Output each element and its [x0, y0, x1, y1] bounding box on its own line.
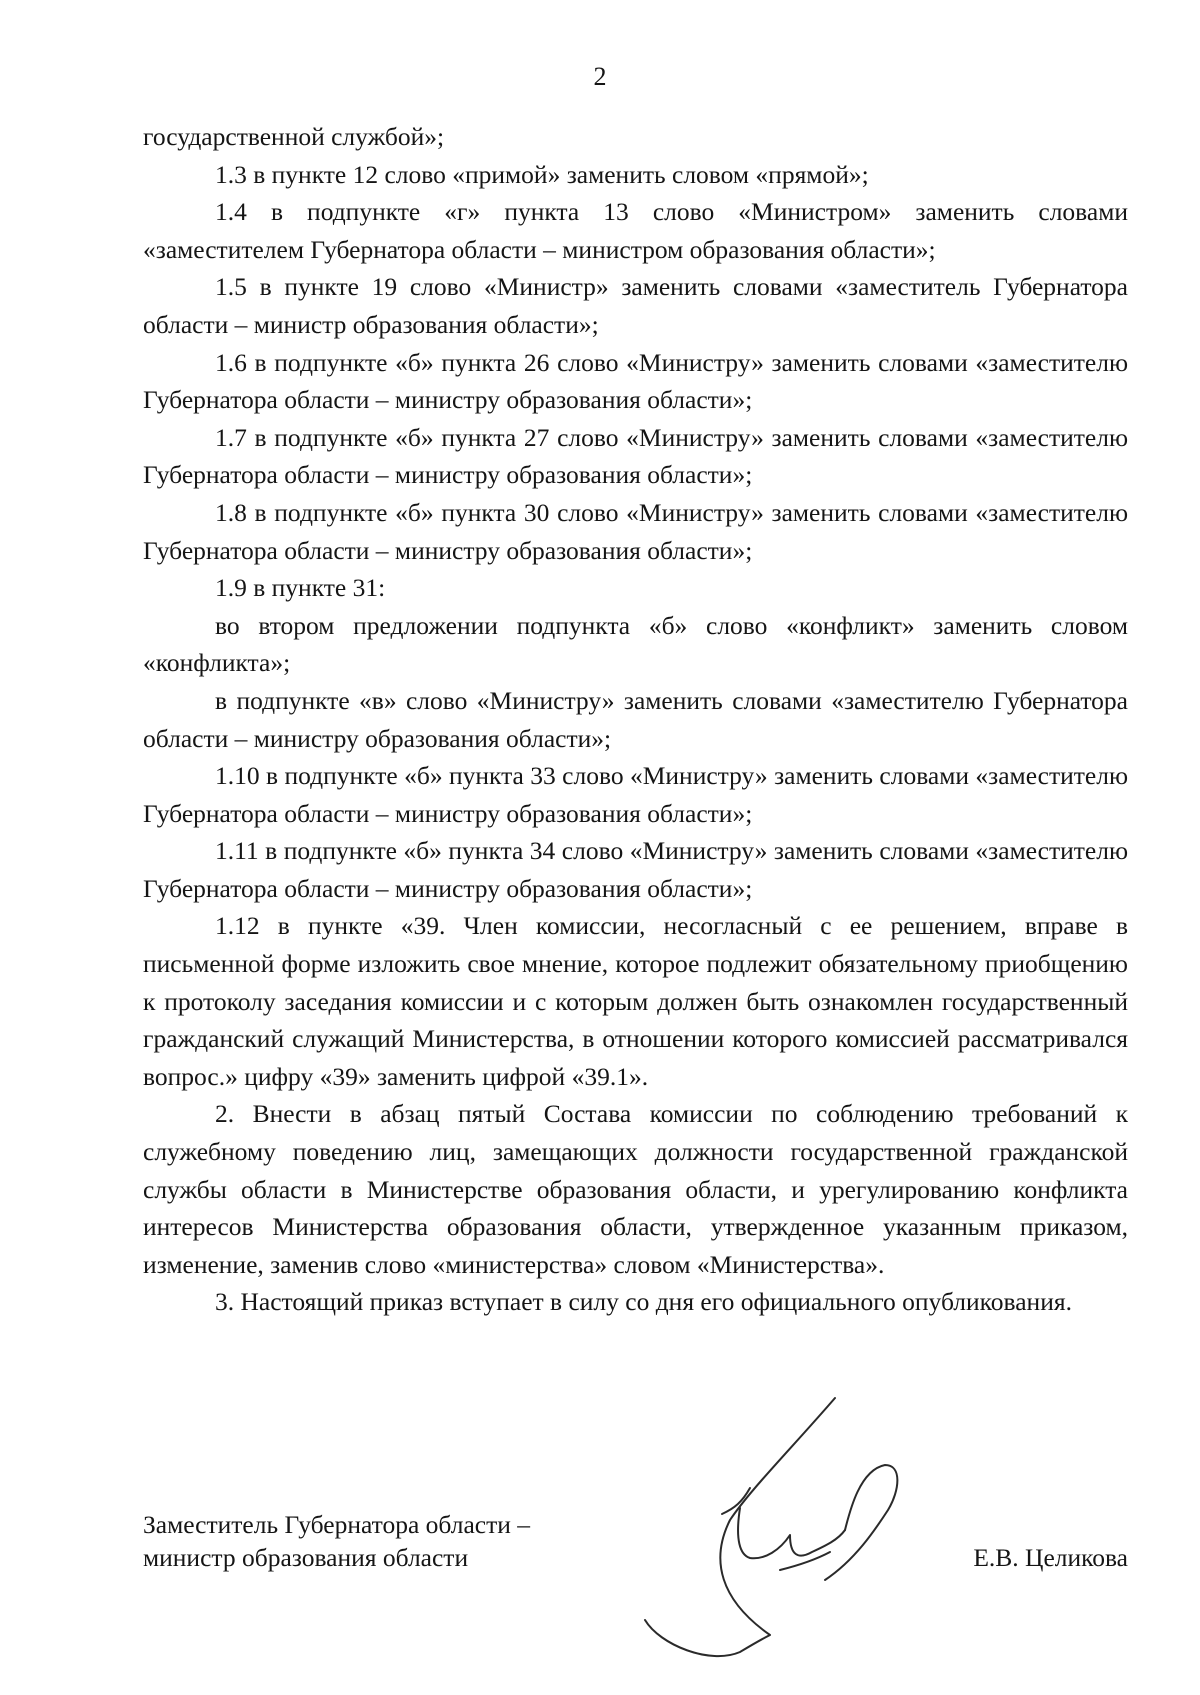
signer-position-line: Заместитель Губернатора области –	[143, 1510, 531, 1539]
signer-position	[143, 1508, 530, 1574]
paragraph: в подпункте «в» слово «Министру» заменить словами «заместителю Губернатора области – министру образования области»;	[143, 685, 1128, 753]
signer-position-line: министр образования области	[143, 1543, 469, 1572]
paragraph: 1.10 в подпункте «б» пункта 33 слово «Министру» заменить словами «заместителю Губернатора области – министру образования области»;	[143, 761, 1128, 828]
paragraph: 1.5 в пункте 19 слово «Министр» заменить словами «заместитель Губернатора области – министр образования области»;	[143, 272, 1128, 339]
document-body	[143, 118, 1128, 1321]
signature-block	[143, 1508, 1128, 1608]
paragraph: 1.9 в пункте 31:	[215, 573, 386, 603]
paragraph: 1.11 в подпункте «б» пункта 34 слово «Министру» заменить словами «заместителю Губернатора области – министру образования области»;	[143, 836, 1128, 903]
paragraph: во втором предложении подпункта «б» слово «конфликт» заменить словом «конфликта»;	[143, 610, 1128, 678]
paragraph: 1.8 в подпункте «б» пункта 30 слово «Министру» заменить словами «заместителю Губернатора области – министру образования области»;	[143, 497, 1128, 565]
paragraph: 3. Настоящий приказ вступает в силу со дня его официального опубликования.	[215, 1287, 1072, 1317]
paragraph: 1.12 в пункте «39. Член комиссии, несогласный с ее решением, вправе в письменной форме изложить свое мнение, которое подлежит обязательному приобщению к протоколу заседания комиссии и с которым должен быть ознакомлен государственный гражданский служащий Министерства, в отношении которого комиссией рассматривался вопрос.» цифру «39» заменить цифрой «39.1».	[143, 911, 1128, 1091]
page-number: 2	[593, 62, 607, 91]
paragraph: государственной службой»;	[143, 122, 445, 151]
paragraph: 1.4 в подпункте «г» пункта 13 слово «Министром» заменить словами «заместителем Губернатора области – министром образования области»;	[143, 197, 1128, 264]
paragraph: 1.7 в подпункте «б» пункта 27 слово «Министру» заменить словами «заместителю Губернатора области – министру образования области»;	[143, 422, 1128, 490]
paragraph: 1.6 в подпункте «б» пункта 26 слово «Министру» заменить словами «заместителю Губернатора области – министру образования области»;	[143, 347, 1128, 415]
paragraph: 2. Внести в абзац пятый Состава комиссии по соблюдению требований к служебному поведению лиц, замещающих должности государственной гражданской службы области в Министерстве образования области, и урегулированию конфликта интересов Министерства образования области, утвержденное указанным приказом, изменение, заменив слово «министерства» словом «Министерства».	[143, 1099, 1128, 1279]
paragraph: 1.3 в пункте 12 слово «примой» заменить словом «прямой»;	[215, 159, 869, 189]
signer-name: Е.В. Целикова	[973, 1543, 1128, 1572]
